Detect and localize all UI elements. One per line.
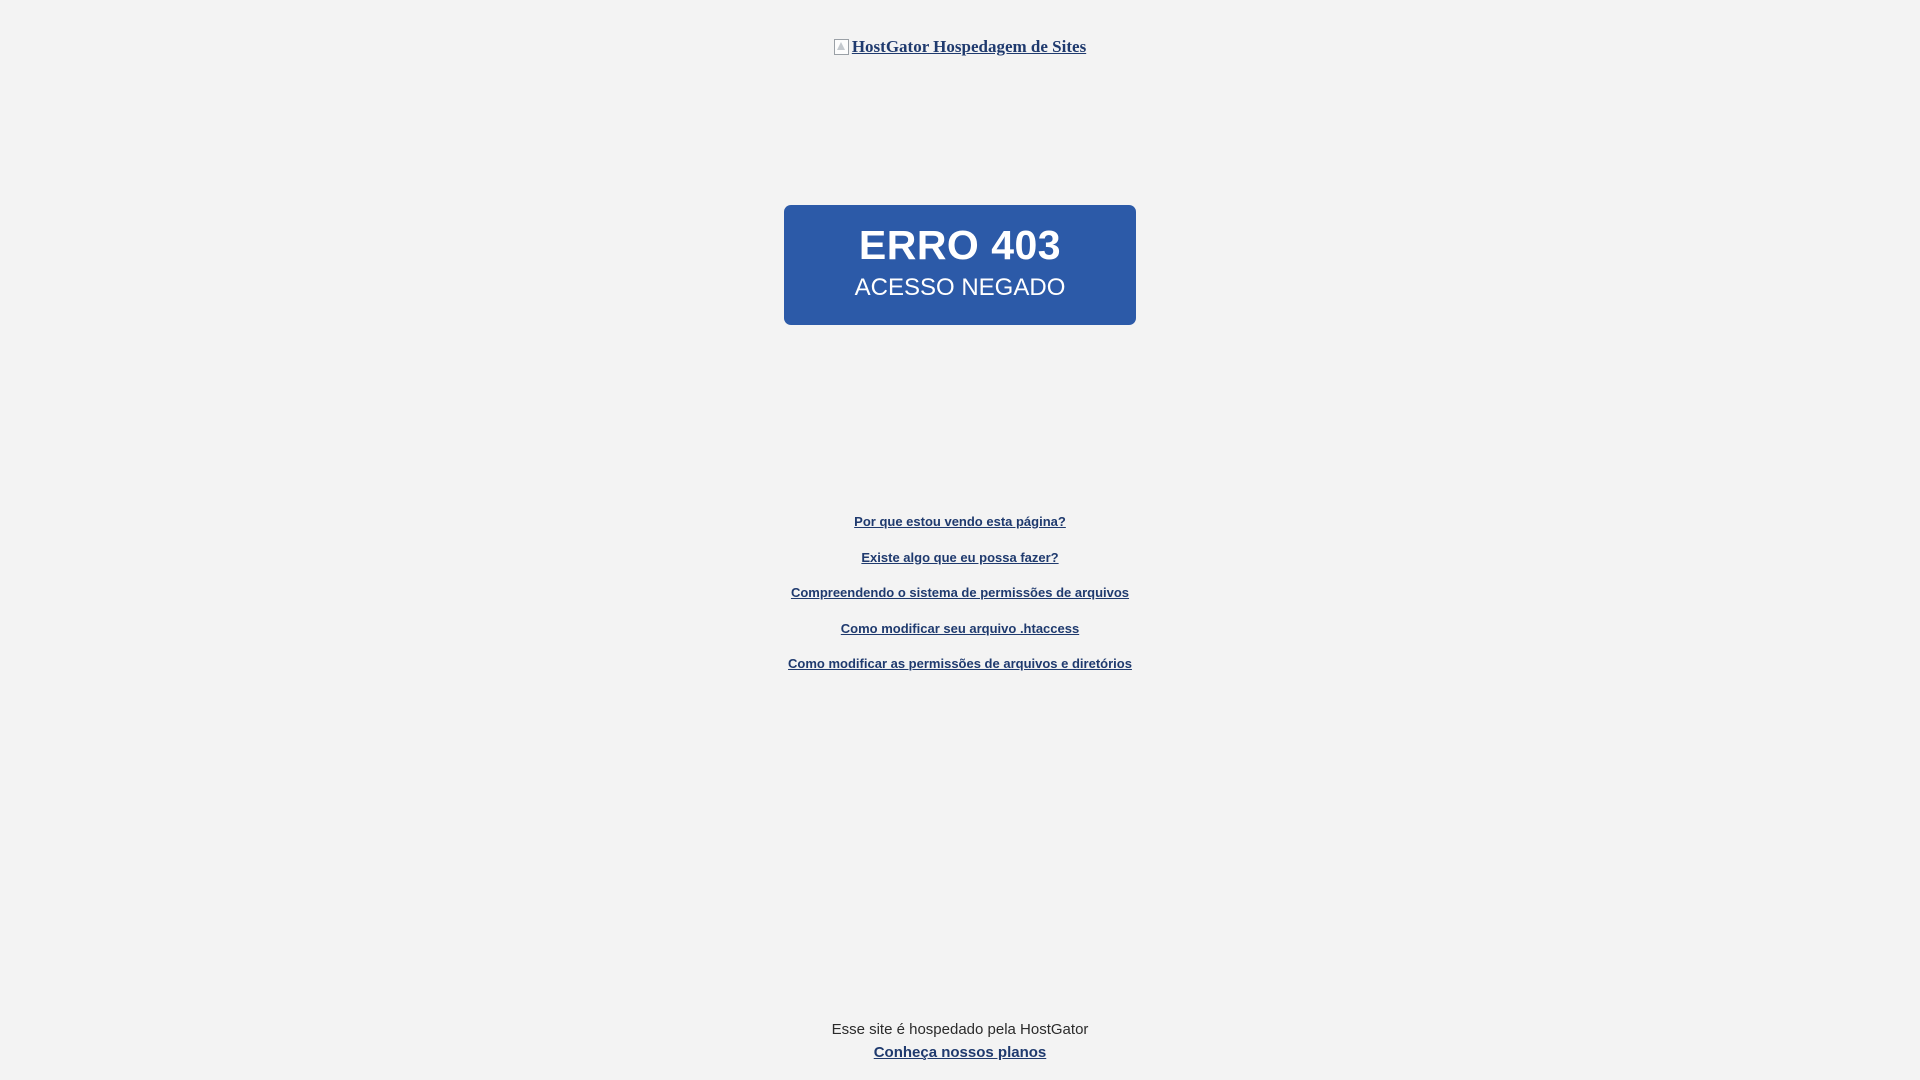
footer (0, 1019, 1920, 1062)
error-message: ACESSO NEGADO (854, 274, 1066, 302)
hostgator-logo-alt-text: HostGator Hospedagem de Sites (851, 37, 1087, 56)
site-logo[interactable] (0, 38, 1920, 56)
help-link-modify-htaccess[interactable]: Como modificar seu arquivo .htaccess (840, 620, 1080, 636)
help-link-file-permissions-system[interactable]: Compreendendo o sistema de permissões de arquivos (790, 585, 1130, 601)
footer-plans-link[interactable]: Conheça nossos planos (873, 1044, 1047, 1061)
hostgator-logo-link[interactable] (834, 38, 1086, 55)
broken-image-icon (834, 39, 849, 55)
footer-hosting-text: Esse site é hospedado pela HostGator (831, 1021, 1089, 1038)
error-banner (784, 205, 1136, 325)
help-link-why-seeing-page[interactable]: Por que estou vendo esta página? (854, 514, 1066, 529)
help-link-what-can-i-do[interactable]: Existe algo que eu possa fazer? (861, 549, 1059, 565)
help-links-list (0, 514, 1920, 672)
help-link-modify-permissions[interactable]: Como modificar as permissões de arquivos e diretórios (788, 656, 1132, 672)
error-code: ERRO 403 (858, 222, 1062, 268)
